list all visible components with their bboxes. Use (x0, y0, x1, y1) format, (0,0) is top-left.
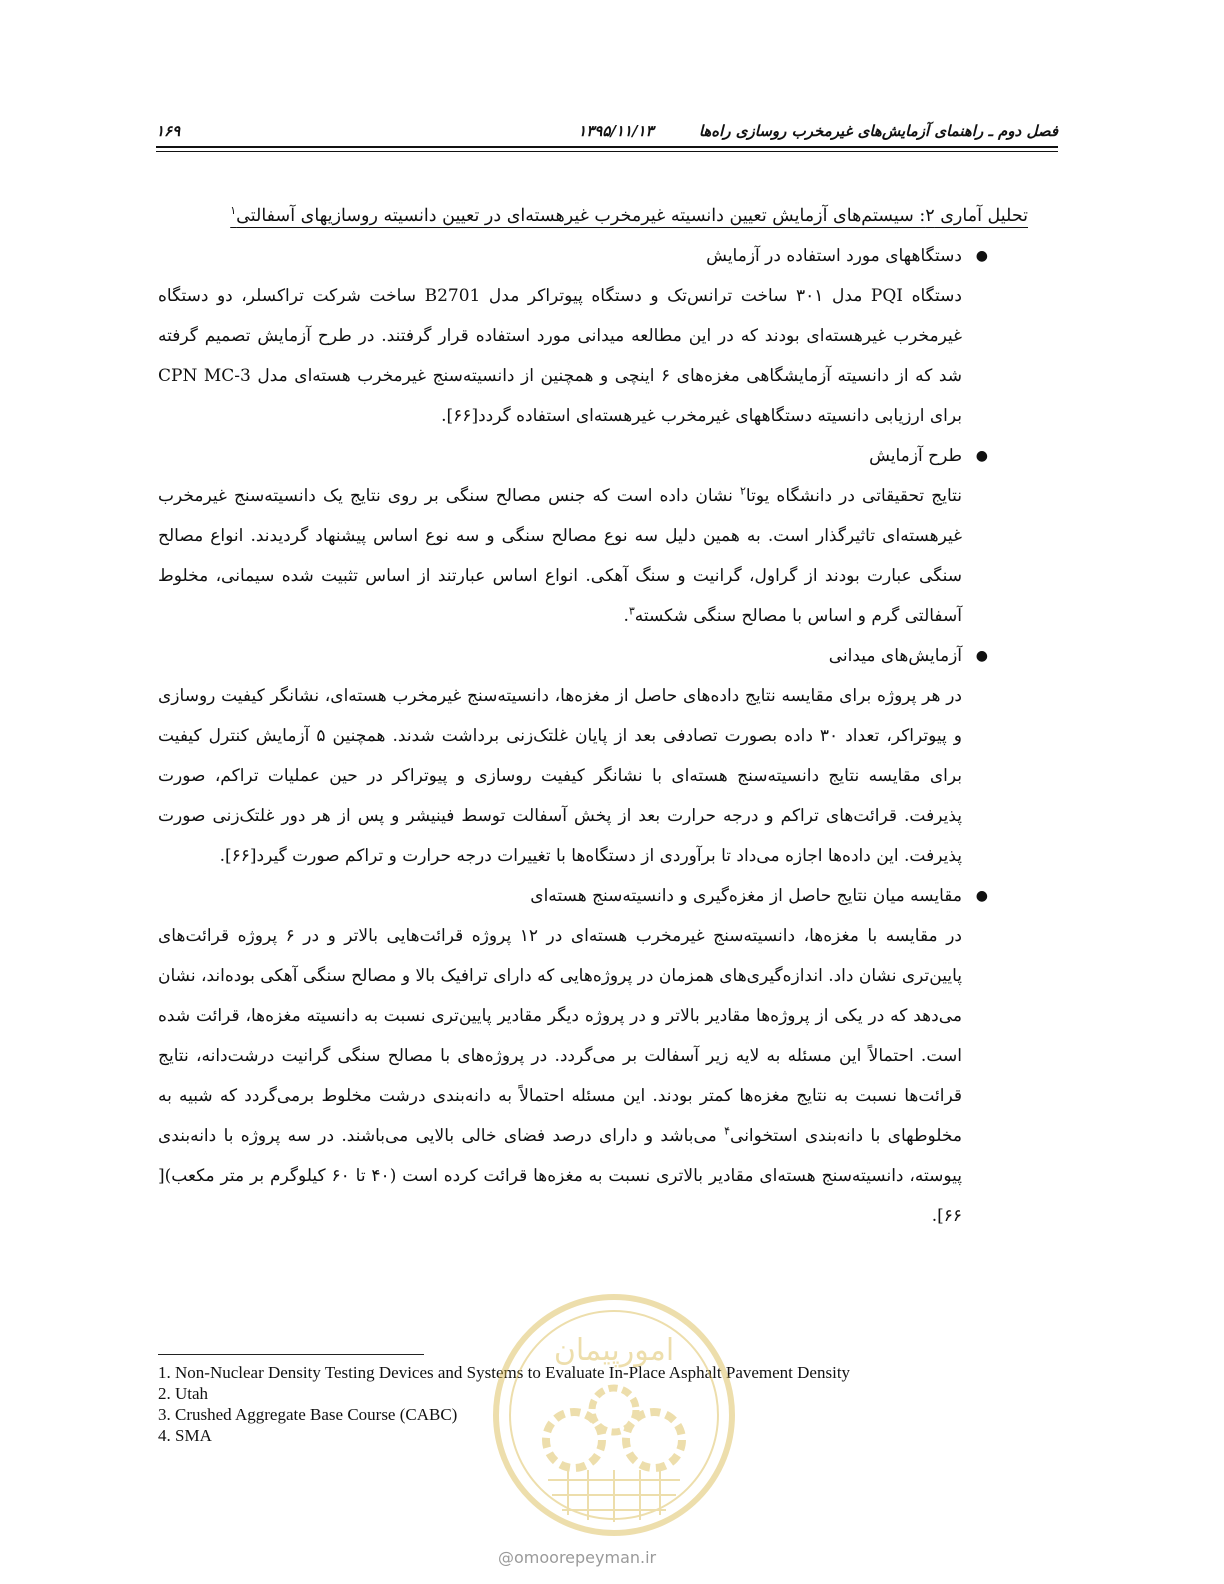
footnote-ref: ۴ (724, 1124, 731, 1138)
bullet-icon: ● (975, 648, 988, 664)
running-header (578, 122, 1058, 140)
footnote-ref: ۲ (740, 484, 746, 498)
footnote-1: 1. Non-Nuclear Density Testing Devices and Systems to Evaluate In-Place Asphalt Pavement Density (158, 1363, 851, 1382)
footnote-separator (158, 1354, 424, 1355)
bullet-icon: ● (975, 888, 988, 904)
bullet-test-design (158, 436, 1028, 476)
bullet-icon: ● (975, 448, 988, 464)
page-body (158, 196, 1028, 1236)
paragraph-comparison (158, 916, 1028, 1236)
watermark-text: امورپیمان (553, 1333, 675, 1368)
section-title: تحلیل آماری ۲: سیستم‌های آزمایش تعیین دانسیته غیرمخرب غیرهسته‌ای در تعیین دانسیته روسازیهای آسفالتی (236, 206, 1028, 226)
bullet-label: آزمایش‌های میدانی (828, 646, 962, 666)
paragraph-text: می‌باشد و دارای درصد فضای خالی بالایی می‌باشند. در سه پروژه با دانه‌بندی پیوسته، دانسیته‌سنج هسته‌ای مقادیر بالاتری نسبت به مغزه‌ها قرائت کرده است (۴۰ تا ۶۰ کیلوگرم بر متر مکعب)[ ۶۶]. (158, 1126, 962, 1226)
section-heading (158, 196, 1028, 236)
bullet-devices (158, 236, 1028, 276)
header-date: ۱۳۹۵/۱۱/۱۳ (578, 122, 654, 140)
paragraph-field-tests (158, 676, 1028, 876)
bullet-label: دستگاههای مورد استفاده در آزمایش (706, 246, 962, 266)
paragraph-text: نتایج تحقیقاتی در دانشگاه یوتا (745, 486, 962, 506)
footnote-ref: ۱ (230, 204, 237, 218)
header-rule-thick (156, 146, 1058, 148)
bullet-field-tests (158, 636, 1028, 676)
paragraph-text: در مقایسه با مغزه‌ها، دانسیته‌سنج غیرمخرب هسته‌ای در ۱۲ پروژه قرائت‌هایی بالاتر و در ۶ پروژه قرائت‌های پایین‌تری نشان داد. اندازه‌گیری‌های همزمان در پروژه‌هایی که دارای ترافیک بالا و مصالح سنگی آهکی بوده‌اند، نشان می‌دهد که در یکی از پروژه‌ها مقادیر بالاتر و در پروژه دیگر مقادیر پایین‌تری نسبت به دانسیته مغزه‌ها، قرائت شده است. احتمالاً این مسئله به لایه زیر آسفالت بر می‌گردد. در پروژه‌های با مصالح سنگی گرانیت درشت‌دانه، نتایج قرائت‌ها نسبت به نتایج مغزه‌ها کمتر بودند. این مسئله احتمالاً به دانه‌بندی درشت مخلوط برمی‌گردد که شبیه به مخلوطهای با دانه‌بندی استخوانی (158, 926, 962, 1146)
paragraph-devices (158, 276, 1028, 436)
bullet-icon: ● (975, 248, 988, 264)
footnotes (158, 1362, 1058, 1446)
footnote-4: 4. SMA (158, 1426, 212, 1445)
footnote-2: 2. Utah (158, 1384, 209, 1403)
paragraph-text: نشان داده است که جنس مصالح سنگی بر روی نتایج یک دانسیته‌سنج غیرمخرب غیرهسته‌ای تاثیرگذار است. به همین دلیل سه نوع مصالح سنگی و سه نوع اساس پیشنهاد گردیدند. انواع مصالح سنگی عبارت بودند از گراول، گرانیت و سنگ آهکی. انواع اساس عبارتند از اساس تثبیت شده سیمانی، مخلوط آسفالتی گرم و اساس با مصالح سنگی شکسته (158, 486, 962, 626)
paragraph-text: دستگاه PQI مدل ۳۰۱ ساخت ترانس‌تک و دستگاه پیوتراکر مدل B2701 ساخت شرکت تراکسلر، دو دستگاه غیرمخرب غیرهسته‌ای بودند که در این مطالعه میدانی مورد استفاده قرار گرفتند. در طرح آزمایش تصمیم گرفته شد که از دانسیته آزمایشگاهی مغزه‌های ۶ اینچی و همچنین از دانسیته‌سنج غیرمخرب هسته‌ای مدل CPN MC-3 برای ارزیابی دانسیته دستگاههای غیرمخرب غیرهسته‌ای استفاده گردد[۶۶]. (158, 286, 962, 426)
at-icon: @ (498, 1548, 514, 1567)
paragraph-text: . (623, 606, 629, 626)
bullet-label: طرح آزمایش (869, 446, 962, 466)
page-header (156, 118, 1058, 150)
footnote-ref: ۳ (628, 604, 635, 618)
page-number: ۱۶۹ (156, 122, 181, 140)
paragraph-test-design (158, 476, 1028, 636)
chapter-title: فصل دوم ـ راهنمای آزمایش‌های غیرمخرب روسازی راه‌ها (698, 122, 1058, 140)
header-rule-thin (156, 151, 1058, 152)
watermark-site: @omoorepeyman.ir (498, 1548, 657, 1567)
paragraph-text: در هر پروژه برای مقایسه نتایج داده‌های حاصل از مغزه‌ها، دانسیته‌سنج غیرمخرب هسته‌ای، نشانگر کیفیت روسازی و پیوتراکر، تعداد ۳۰ داده بصورت تصادفی بعد از پایان غلتک‌زنی برداشت شدند. همچنین ۵ آزمایش کنترل کیفیت برای مقایسه نتایج دانسیته‌سنج هسته‌ای با نشانگر کیفیت روسازی و پیوتراکر در حین عملیات تراکم، صورت پذیرفت. قرائت‌های تراکم و درجه حرارت بعد از پخش آسفالت توسط فینیشر و پس از هر دور غلتک‌زنی صورت پذیرفت. این داده‌ها اجازه می‌داد تا برآوردی از دستگاه‌ها با تغییرات درجه حرارت و تراکم صورت گیرد[۶۶]. (158, 686, 962, 866)
bullet-label: مقایسه میان نتایج حاصل از مغزه‌گیری و دانسیته‌سنج هسته‌ای (530, 886, 962, 906)
bullet-comparison (158, 876, 1028, 916)
footnote-3: 3. Crushed Aggregate Base Course (CABC) (158, 1405, 458, 1424)
